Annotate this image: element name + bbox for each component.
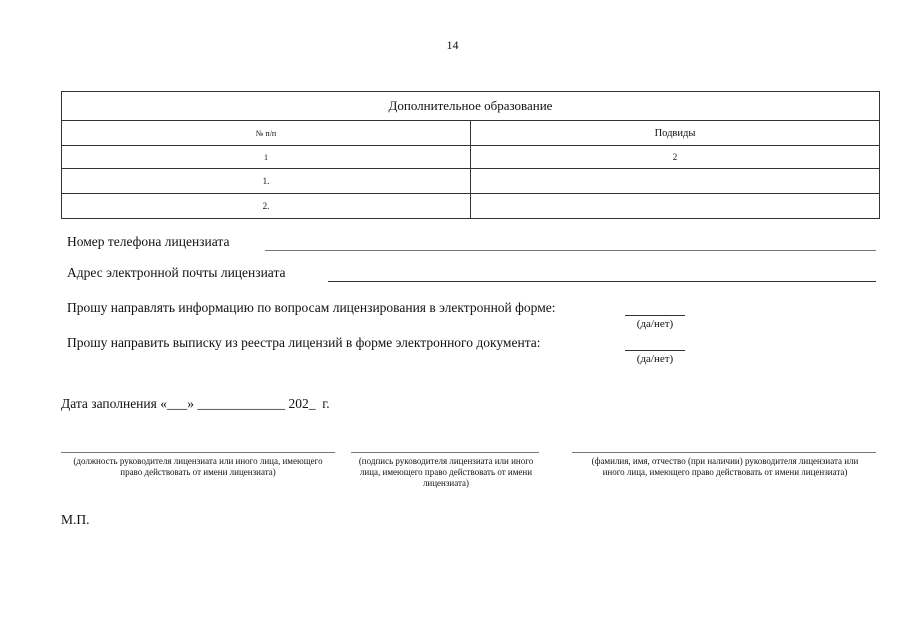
electronic-info-answer-line[interactable] xyxy=(625,315,685,316)
full-name-signature-line[interactable] xyxy=(572,452,876,453)
electronic-info-hint: (да/нет) xyxy=(636,318,674,330)
table-title: Дополнительное образование xyxy=(62,92,880,121)
phone-label: Номер телефона лицензиата xyxy=(67,234,230,249)
row-value[interactable] xyxy=(471,194,880,219)
email-label: Адрес электронной почты лицензиата xyxy=(67,265,286,280)
signature-caption: (подпись руководителя лицензиата или иного лица, имеющего право действовать от имени лицензиата) xyxy=(358,456,534,488)
fill-date: Дата заполнения «___» _____________ 202_ г. xyxy=(61,396,330,411)
column-index-number: 1 xyxy=(62,146,471,169)
page-number: 14 xyxy=(446,38,459,52)
position-signature-line[interactable] xyxy=(61,452,335,453)
signature-line[interactable] xyxy=(351,452,539,453)
electronic-info-request-text: Прошу направлять информацию по вопросам лицензирования в электронной форме: xyxy=(67,300,556,315)
table-row xyxy=(62,169,880,194)
column-header-number: № п/п xyxy=(62,121,471,146)
stamp-place: М.П. xyxy=(61,512,90,527)
subtypes-table xyxy=(61,91,880,219)
row-number: 1. xyxy=(62,169,471,194)
registry-extract-request-text: Прошу направить выписку из реестра лицензий в форме электронного документа: xyxy=(67,335,541,350)
column-index-subtypes: 2 xyxy=(471,146,880,169)
registry-extract-answer-line[interactable] xyxy=(625,350,685,351)
registry-extract-hint: (да/нет) xyxy=(636,353,674,365)
full-name-caption: (фамилия, имя, отчество (при наличии) руководителя лицензиата или иного лица, имеющего право действовать от имени лицензиата) xyxy=(591,456,859,477)
position-caption: (должность руководителя лицензиата или иного лица, имеющего право действовать от имени лицензиата) xyxy=(73,456,323,477)
table-row xyxy=(62,194,880,219)
phone-input-line[interactable] xyxy=(265,250,876,251)
column-header-subtypes: Подвиды xyxy=(471,121,880,146)
row-number: 2. xyxy=(62,194,471,219)
row-value[interactable] xyxy=(471,169,880,194)
email-input-line[interactable] xyxy=(328,281,876,282)
